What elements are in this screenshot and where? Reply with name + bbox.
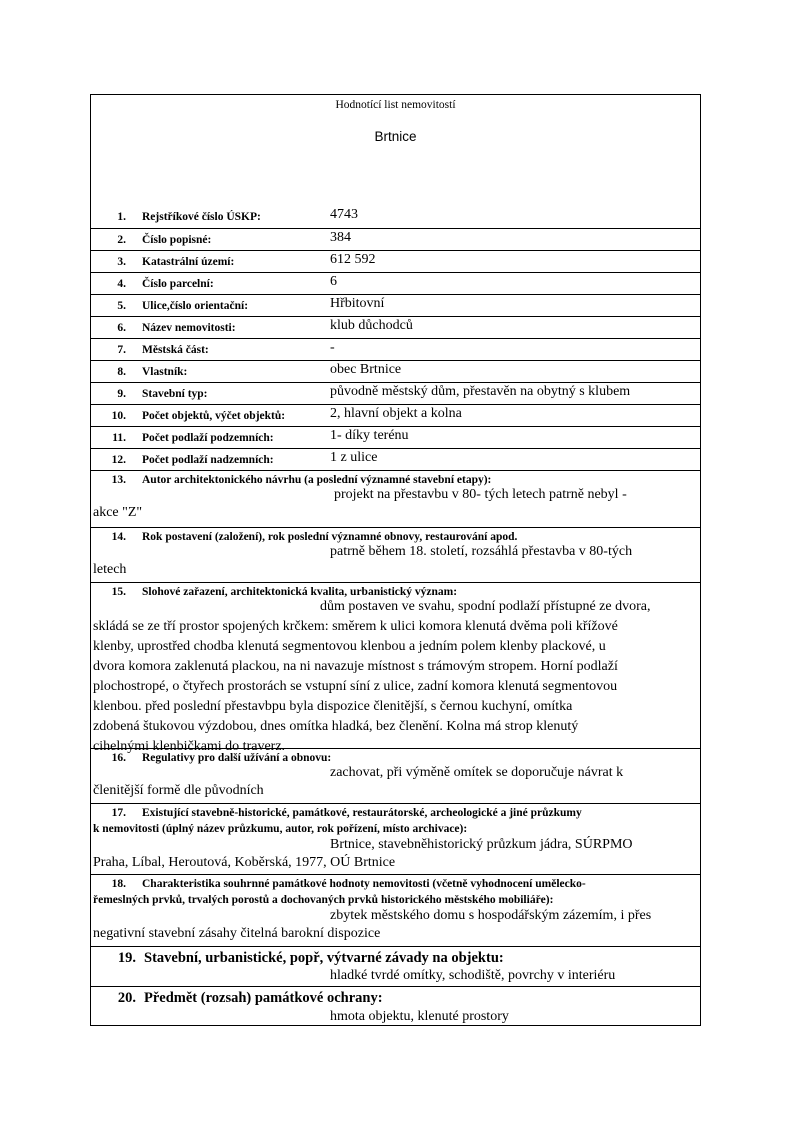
section-text-line: skládá se ze tří prostor spojených krčkem: směrem k ulici komora klenutá dvěma poli křížové <box>93 619 618 634</box>
section-title: Slohové zařazení, architektonická kvalita, urbanistický význam: <box>142 586 458 598</box>
section-number: 16. <box>111 752 126 764</box>
section-text-line: členitější formě dle původních <box>93 783 264 798</box>
field-value: 384 <box>330 230 351 245</box>
section-text-line: klenby, uprostřed chodba klenutá segmentovou klenbou a jedním polem klenby plackové, u <box>93 639 606 654</box>
field-row-5 <box>91 294 700 316</box>
field-value: 2, hlavní objekt a kolna <box>330 406 462 421</box>
field-value: 4743 <box>330 207 358 222</box>
field-value: původně městský dům, přestavěn na obytný s klubem <box>330 384 631 399</box>
section-13 <box>91 470 700 527</box>
section-20 <box>91 986 700 1027</box>
field-row-11 <box>91 426 700 448</box>
field-label: Počet podlaží nadzemních: <box>142 454 274 466</box>
section-text-line: zdobená štukovou výzdobou, dnes omítka hladká, bez členění. Kolna má strop klenutý <box>93 719 579 734</box>
field-value: klub důchodců <box>330 318 413 333</box>
section-16 <box>91 748 700 803</box>
field-number: 10. <box>111 410 126 422</box>
section-heading <box>91 752 331 764</box>
field-label: Počet objektů, výčet objektů: <box>142 410 286 422</box>
section-15 <box>91 582 700 754</box>
field-value: 612 592 <box>330 252 376 267</box>
section-title: Předmět (rozsah) památkové ochrany: <box>144 990 383 1006</box>
section-heading <box>91 990 383 1007</box>
field-number: 12. <box>111 454 126 466</box>
field-label: Vlastník: <box>142 366 188 378</box>
field-number: 11. <box>112 432 126 444</box>
municipality-name: Brtnice <box>374 129 417 144</box>
section-number: 18. <box>111 878 126 890</box>
section-heading <box>91 807 582 819</box>
field-label: Číslo parcelní: <box>142 278 214 290</box>
field-row-12 <box>91 448 700 470</box>
section-text-line: cihelnými klenbičkami do traverz. <box>93 739 286 754</box>
sheet-title: Hodnotící list nemovitostí <box>335 99 456 111</box>
section-text-line: zbytek městského domu s hospodářským zázemím, i přes <box>330 908 652 923</box>
field-number: 4. <box>117 278 126 290</box>
section-text-line: dům postaven ve svahu, spodní podlaží přístupné ze dvora, <box>320 599 651 614</box>
section-text-line: patrně během 18. století, rozsáhlá přestavba v 80-tých <box>330 544 633 559</box>
section-number: 17. <box>111 807 126 819</box>
field-value: obec Brtnice <box>330 362 402 377</box>
field-value: 1- díky terénu <box>330 428 409 443</box>
section-title: Rok postavení (založení), rok poslední významné obnovy, restaurování apod. <box>142 531 518 543</box>
section-text-line: dvora komora zaklenutá plackou, na ni navazuje místnost s trámovým stropem. Horní podlaží <box>93 659 618 674</box>
field-number: 6. <box>117 322 126 334</box>
field-row-2 <box>91 228 700 250</box>
section-text-line: hmota objektu, klenuté prostory <box>330 1009 509 1024</box>
section-title: Existující stavebně-historické, památkové, restaurátorské, archeologické a jiné průzkumy <box>142 807 582 819</box>
section-title: Regulativy pro další užívání a obnovu: <box>142 752 332 764</box>
section-number: 13. <box>111 474 126 486</box>
section-text-line: plochostropé, o čtyřech prostorách se vstupní síní z ulice, zadní komora klenutá segmentovou <box>93 679 618 694</box>
field-label: Ulice,číslo orientační: <box>142 300 249 312</box>
field-number: 7. <box>117 344 126 356</box>
field-row-6 <box>91 316 700 338</box>
section-text-line: zachovat, při výměně omítek se doporučuje návrat k <box>330 765 624 780</box>
section-18 <box>91 874 700 946</box>
field-row-8 <box>91 360 700 382</box>
section-text-line: letech <box>93 562 127 577</box>
section-title: Autor architektonického návrhu (a poslední významné stavební etapy): <box>142 474 492 486</box>
field-value: Hřbitovní <box>330 296 385 311</box>
field-label: Název nemovitosti: <box>142 322 236 334</box>
field-value: - <box>330 340 335 355</box>
field-number: 2. <box>117 234 126 246</box>
field-row-9 <box>91 382 700 404</box>
field-label: Číslo popisné: <box>142 234 212 246</box>
section-title: Charakteristika souhrnné památkové hodnoty nemovitosti (včetně vyhodnocení umělecko- <box>142 878 586 890</box>
field-label: Katastrální území: <box>142 256 235 268</box>
field-number: 3. <box>117 256 126 268</box>
section-14 <box>91 527 700 582</box>
section-title-continued: k nemovitosti (úplný název průzkumu, autor, rok pořízení, místo archivace): <box>93 823 468 835</box>
section-text-line: akce "Z" <box>93 505 143 520</box>
section-19 <box>91 946 700 986</box>
evaluation-sheet <box>90 94 701 1026</box>
field-row-4 <box>91 272 700 294</box>
field-label: Městská část: <box>142 344 209 356</box>
field-number: 8. <box>117 366 126 378</box>
section-number: 19. <box>117 950 136 966</box>
section-text-line: negativní stavební zásahy čitelná barokní dispozice <box>93 926 381 941</box>
field-row-7 <box>91 338 700 360</box>
field-label: Počet podlaží podzemních: <box>142 432 274 444</box>
field-value: 1 z ulice <box>330 450 378 465</box>
section-title: Stavební, urbanistické, popř, výtvarné závady na objektu: <box>144 950 504 966</box>
field-label: Stavební typ: <box>142 388 208 400</box>
field-value: 6 <box>330 274 337 289</box>
section-number: 20. <box>117 990 136 1006</box>
field-row-1 <box>91 205 700 227</box>
field-row-3 <box>91 250 700 272</box>
section-title-continued: řemeslných prvků, trvalých porostů a dochovaných prvků historického městského mobiliáře): <box>93 894 554 906</box>
field-number: 5. <box>117 300 126 312</box>
section-text-line: Brtnice, stavebněhistorický průzkum jádra, SÚRPMO <box>330 837 633 852</box>
section-heading <box>91 878 586 890</box>
section-text-line: hladké tvrdé omítky, schodiště, povrchy v interiéru <box>330 968 616 983</box>
section-text-line: Praha, Líbal, Heroutová, Koběrská, 1977, OÚ Brtnice <box>93 855 396 870</box>
section-text-line: klenbou. před poslední přestavbpu byla dispozice členitější, s černou kuchyní, omítka <box>93 699 573 714</box>
field-number: 9. <box>117 388 126 400</box>
field-row-10 <box>91 404 700 426</box>
section-17 <box>91 803 700 874</box>
section-text-line: projekt na přestavbu v 80- tých letech patrně nebyl - <box>334 487 627 502</box>
section-number: 14. <box>111 531 126 543</box>
field-number: 1. <box>117 211 126 223</box>
field-label: Rejstříkové číslo ÚSKP: <box>142 211 261 223</box>
section-number: 15. <box>111 586 126 598</box>
